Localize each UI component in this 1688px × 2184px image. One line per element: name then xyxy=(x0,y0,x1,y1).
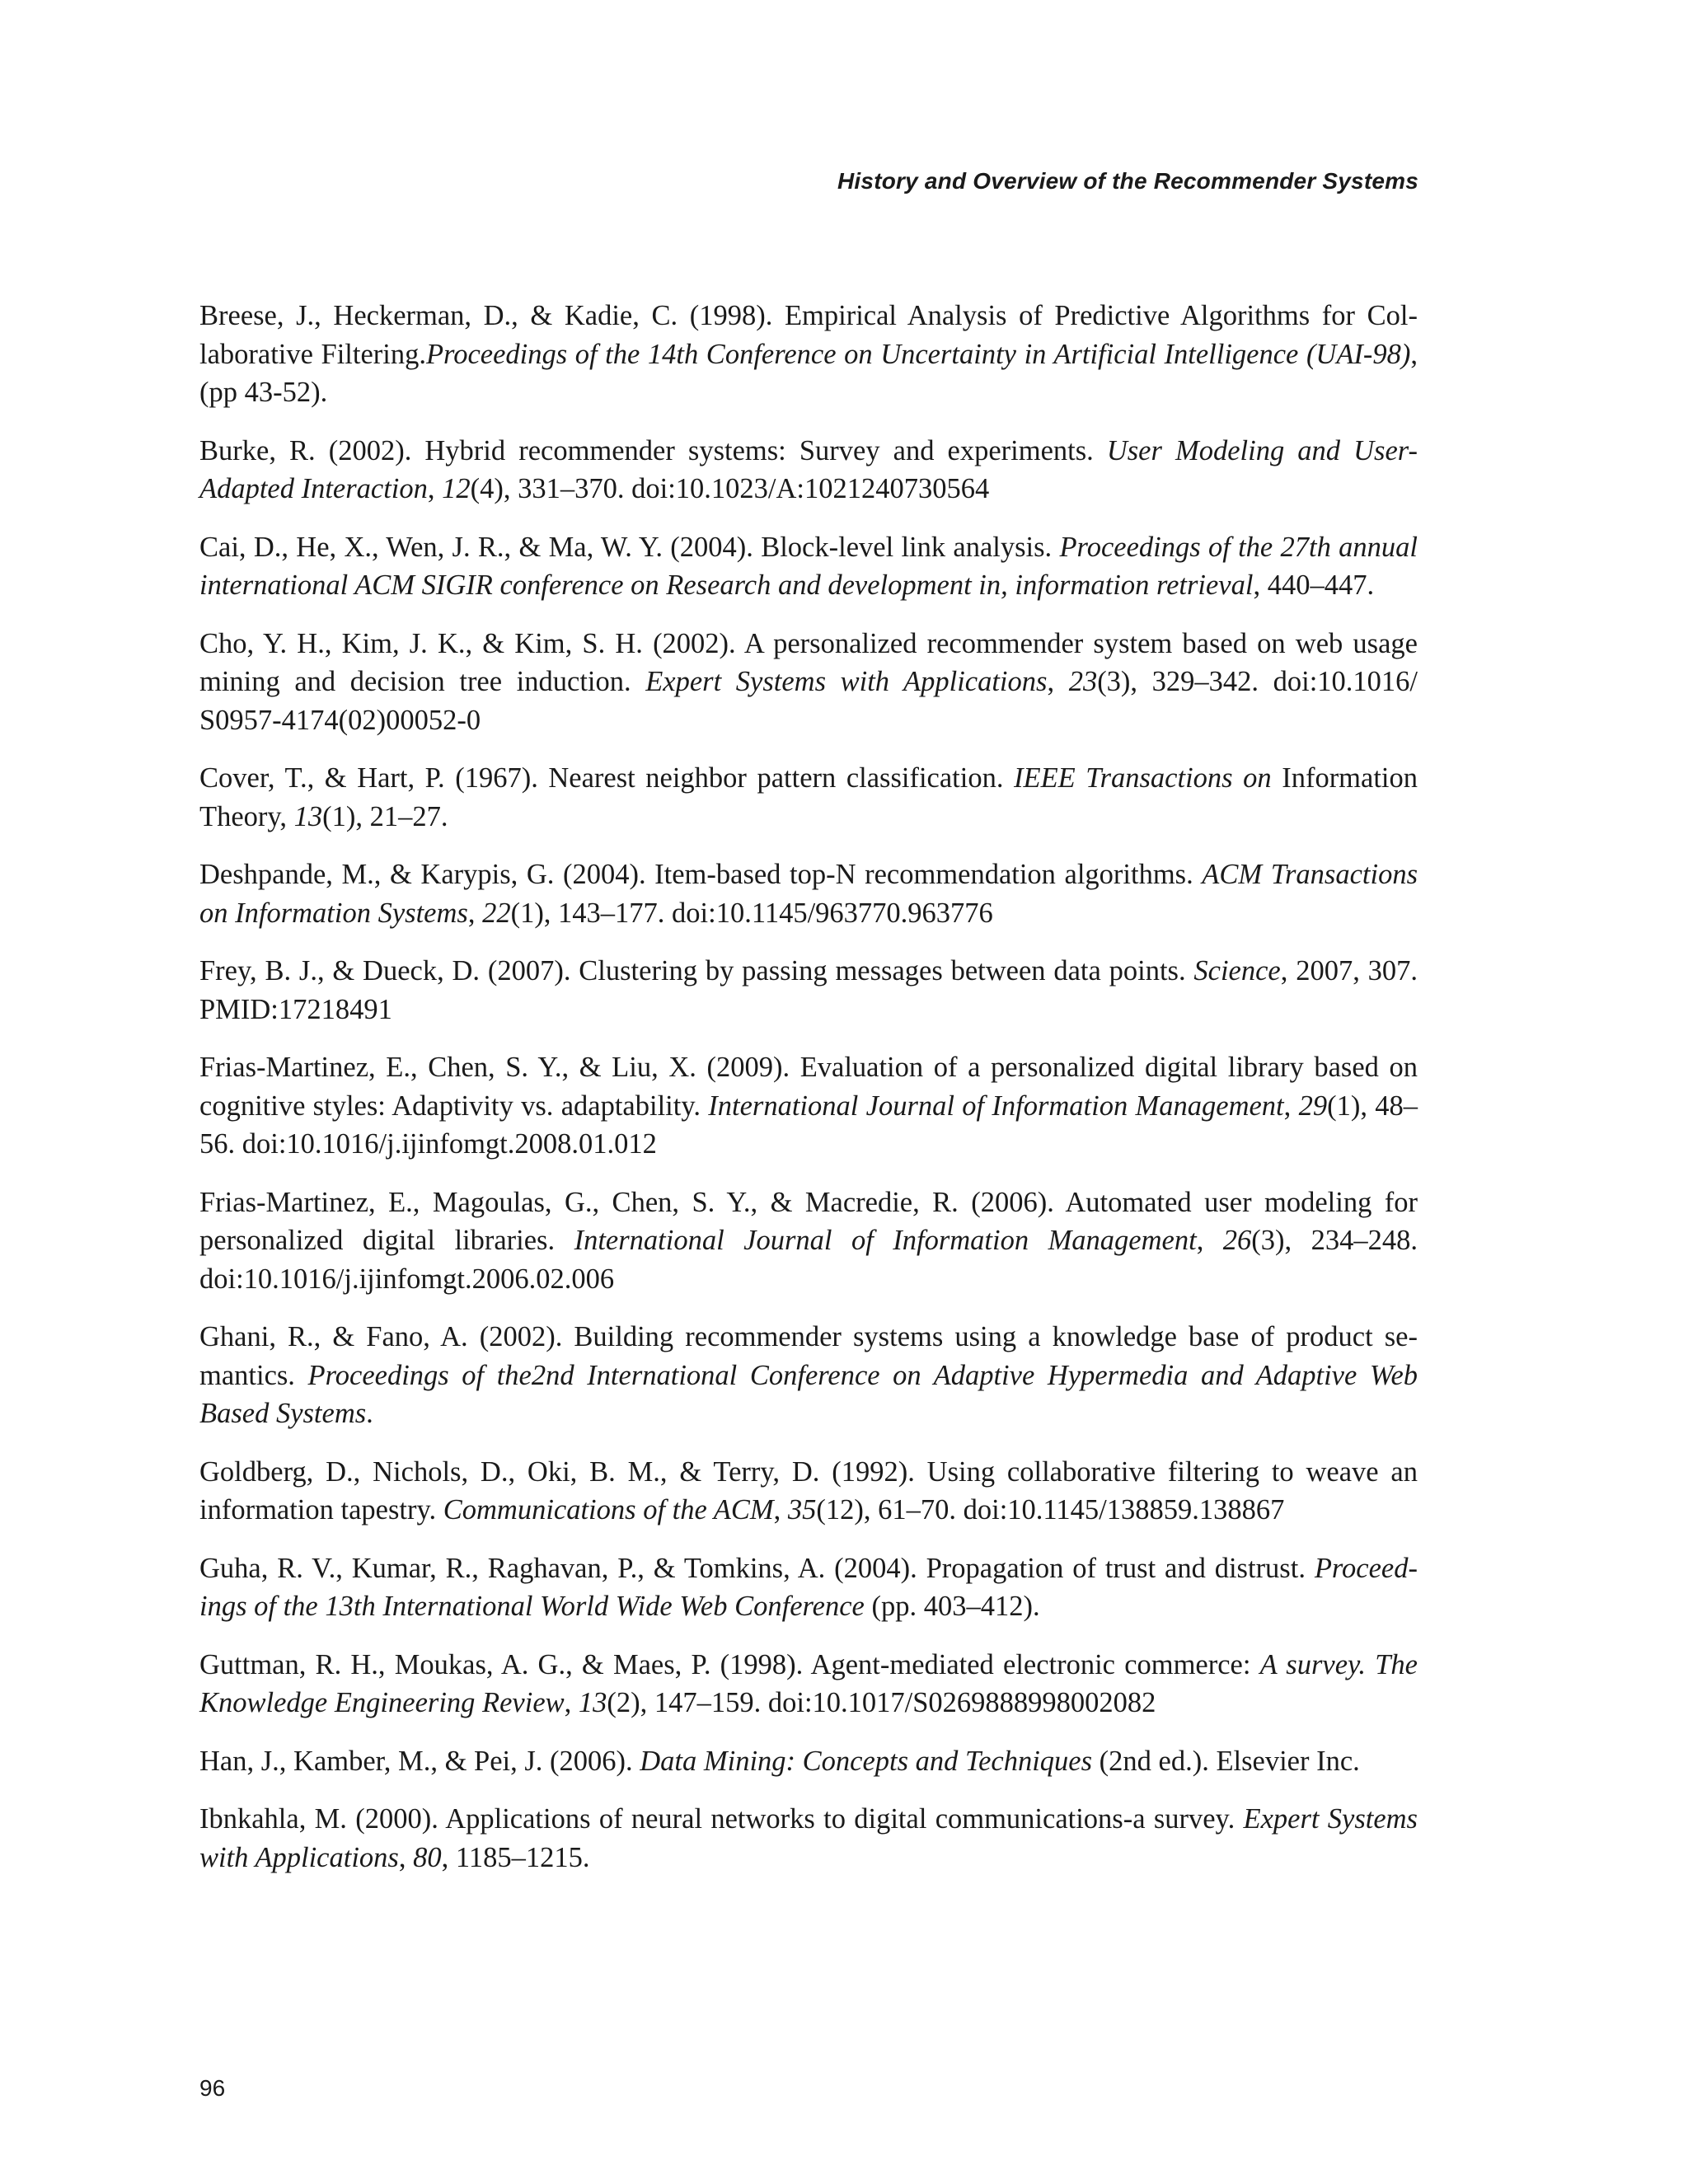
reference-entry xyxy=(199,1453,1418,1530)
reference-italic-text: 29 xyxy=(1298,1090,1328,1122)
reference-entry xyxy=(199,1646,1418,1722)
reference-text: , xyxy=(467,897,483,929)
reference-text: Deshpande, M., & Karypis, G. (2004). Item-based top-N recommendation algorithms. xyxy=(199,859,1203,890)
reference-text: Breese, J., Heckerman, D., & Kadie, C. (1998). Empirical Analysis of Predictive Algorithms for Collaborative Filtering. xyxy=(199,300,1418,370)
reference-text: Guttman, R. H., Moukas, A. G., & Maes, P. (1998). Agent-mediated electronic commerce: xyxy=(199,1648,1260,1680)
reference-text: Cho, Y. H., Kim, J. K., & Kim, S. H. (2002). A personalized recommender system based on web usage mining and decision tree induction. xyxy=(199,627,1418,697)
reference-entry xyxy=(199,1048,1418,1164)
reference-entry xyxy=(199,1183,1418,1299)
reference-entry xyxy=(199,1318,1418,1433)
reference-entry xyxy=(199,1800,1418,1877)
reference-text: , xyxy=(398,1841,414,1873)
reference-text: Cai, D., He, X., Wen, J. R., & Ma, W. Y. (2004). Block-level link analysis. xyxy=(199,531,1060,563)
reference-text: Cover, T., & Hart, P. (1967). Nearest neighbor pattern classification. xyxy=(199,762,1015,794)
reference-text: (2nd ed.). Elsevier Inc. xyxy=(1092,1745,1360,1777)
reference-text: , xyxy=(773,1494,788,1526)
reference-text: (pp. 403–412). xyxy=(864,1591,1040,1622)
reference-italic-text: Proceedings of the 14th Conference on Uncertainty in Artificial Intelligence (UAI-98) xyxy=(425,338,1411,370)
reference-text: (1), 143–177. doi:10.1145/963770.963776 xyxy=(510,897,993,929)
reference-text: Frias-Martinez, E., Magoulas, G., Chen, S. Y., & Macredie, R. (2006). Automated user modeling for personalized digital libraries. xyxy=(199,1186,1418,1256)
reference-text: Guha, R. V., Kumar, R., Raghavan, P., & Tomkins, A. (2004). Propagation of trust and distrust. xyxy=(199,1552,1315,1584)
running-header-title: History and Overview of the Recommender Systems xyxy=(837,168,1418,194)
reference-text: , xyxy=(1196,1225,1223,1256)
reference-entry xyxy=(199,1742,1418,1781)
reference-italic-text: Expert Systems with Applications xyxy=(199,1803,1418,1873)
reference-text: (4), 331–370. doi:10.1023/A:1021240730564 xyxy=(470,473,990,504)
reference-italic-text: Expert Systems with Applications xyxy=(645,666,1048,697)
reference-italic-text: 13 xyxy=(293,800,323,832)
reference-italic-text: International Journal of Information Management xyxy=(574,1225,1197,1256)
reference-italic-text: A survey. The Knowledge Engineering Review xyxy=(199,1648,1418,1718)
reference-text: (3), 329–342. doi:10.1016/​S0957-4174(02)00052-0 xyxy=(199,666,1418,736)
reference-italic-text: Proceedings of the2nd International Conference on Adaptive Hypermedia and Adaptive Web Based Systems xyxy=(199,1359,1418,1429)
reference-text: (1), 21–27. xyxy=(322,800,448,832)
reference-italic-text: Science xyxy=(1193,955,1281,987)
reference-italic-text: 12 xyxy=(442,473,471,504)
reference-list xyxy=(199,297,1418,1896)
reference-entry xyxy=(199,297,1418,412)
reference-italic-text: 26 xyxy=(1222,1225,1252,1256)
reference-text: , 1185–1215. xyxy=(441,1841,590,1873)
reference-text: , 440–447. xyxy=(1253,569,1375,601)
reference-text: Han, J., Kamber, M., & Pei, J. (2006). xyxy=(199,1745,640,1777)
reference-text: , 2007, 307. PMID:17218491 xyxy=(199,955,1418,1025)
reference-italic-text: Proceedings of the 13th International World Wide Web Conference xyxy=(199,1552,1418,1622)
reference-text: , xyxy=(564,1687,579,1718)
reference-text: , xyxy=(1047,666,1069,697)
reference-italic-text: Proceedings of the 27th annual international ACM SIGIR conference on Research and development in, information retrieval xyxy=(199,531,1418,601)
reference-entry xyxy=(199,855,1418,932)
reference-text: Frey, B. J., & Dueck, D. (2007). Clustering by passing messages between data points. xyxy=(199,955,1194,987)
reference-text: Frias-Martinez, E., Chen, S. Y., & Liu, X. (2009). Evaluation of a personalized digital library based on cognitive styles: Adaptivity vs. adaptability. xyxy=(199,1052,1418,1122)
reference-entry xyxy=(199,432,1418,509)
reference-text: Information Theory, xyxy=(199,762,1418,832)
reference-text: , xyxy=(427,473,443,504)
reference-text: Burke, R. (2002). Hybrid recommender systems: Survey and experiments. xyxy=(199,434,1107,466)
reference-text: , xyxy=(1283,1090,1299,1122)
reference-italic-text: ACM Transactions on Information Systems xyxy=(199,859,1418,929)
reference-text: . xyxy=(366,1398,373,1429)
reference-entry xyxy=(199,1549,1418,1626)
reference-text: Ibnkahla, M. (2000). Applications of neural networks to digital communications-a survey. xyxy=(199,1803,1244,1835)
reference-italic-text: International Journal of Information Management xyxy=(708,1090,1284,1122)
reference-entry xyxy=(199,759,1418,836)
reference-entry xyxy=(199,625,1418,740)
reference-text: (2), 147–159. doi:10.1017/S0269888998002082 xyxy=(607,1687,1156,1718)
reference-text: , (pp 43-52). xyxy=(199,338,1418,408)
reference-italic-text: 80 xyxy=(413,1841,442,1873)
reference-entry xyxy=(199,952,1418,1029)
reference-italic-text: Data Mining: Concepts and Techniques xyxy=(640,1745,1093,1777)
reference-entry xyxy=(199,528,1418,605)
reference-italic-text: IEEE Transactions on xyxy=(1014,762,1272,794)
reference-text: Ghani, R., & Fano, A. (2002). Building recommender systems using a knowledge base of product semantics. xyxy=(199,1321,1418,1391)
reference-italic-text: 22 xyxy=(482,897,511,929)
reference-italic-text: 23 xyxy=(1068,666,1098,697)
reference-text: (1), 48–56. doi:10.1016/j.ijinfomgt.2008.01.012 xyxy=(199,1090,1418,1160)
reference-italic-text: Communications of the ACM xyxy=(443,1494,774,1526)
reference-text: (3), 234–248. doi:10.1016/j.ijinfomgt.2006.02.006 xyxy=(199,1225,1418,1295)
reference-italic-text: User Modeling and User-Adapted Interaction xyxy=(199,434,1418,504)
reference-text: Goldberg, D., Nichols, D., Oki, B. M., & Terry, D. (1992). Using collaborative filtering to weave an information tapestry. xyxy=(199,1455,1418,1526)
page-number: 96 xyxy=(199,2075,226,2101)
reference-italic-text: 35 xyxy=(787,1494,817,1526)
reference-text: (12), 61–70. doi:10.1145/138859.138867 xyxy=(816,1494,1285,1526)
reference-italic-text: 13 xyxy=(578,1687,607,1718)
